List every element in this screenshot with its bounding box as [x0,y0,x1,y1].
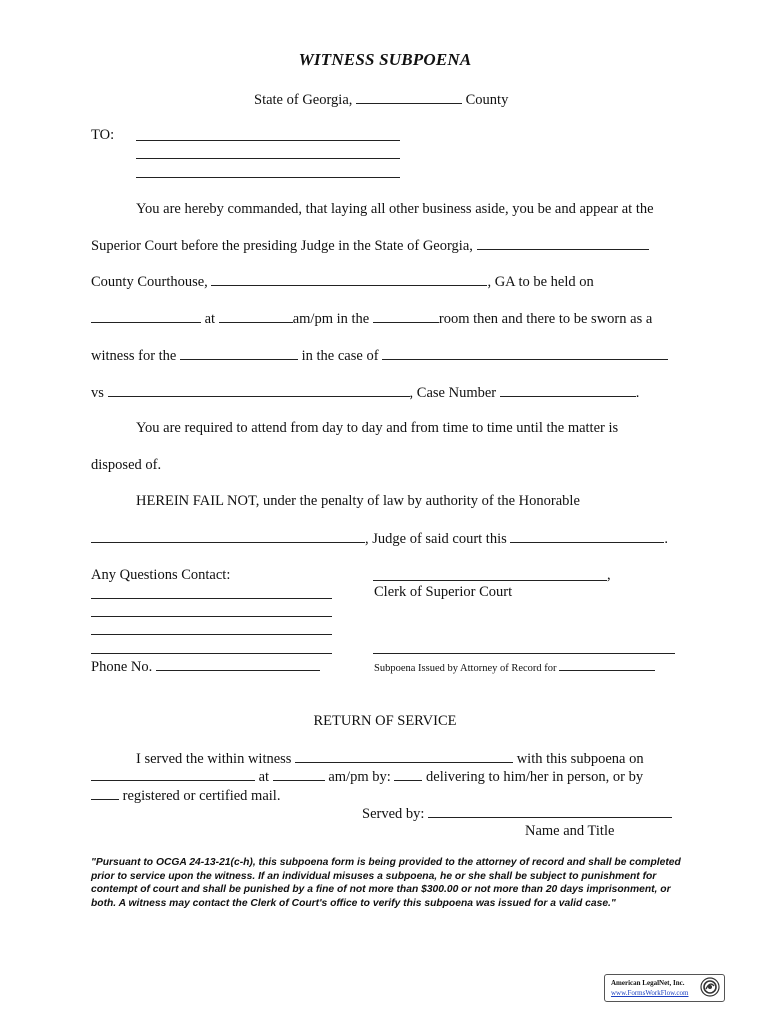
state-suffix: County [462,92,509,108]
clerk-signature-line[interactable] [373,580,607,581]
registered-mail-text: registered or certified mail. [119,788,281,804]
return-at-text: at [255,769,273,785]
legalnet-seal-icon [700,977,720,997]
case-number-text: , Case Number [409,385,500,401]
para1-line2 [91,237,649,255]
period-1: . [635,385,640,401]
name-title-label: Name and Title [525,823,615,839]
para3-line1: HEREIN FAIL NOT, under the penalty of law by authority of the Honorable [136,493,580,509]
ga-held-text: , GA to be held on [487,274,594,290]
case-of-text: in the case of [298,348,383,364]
delivering-text: delivering to him/her in person, or by [422,769,644,785]
logo-company-name: American LegalNet, Inc. [611,979,685,987]
para2-line1: You are required to attend from day to day and from time to time until the matter is [136,420,619,436]
phone-line [91,658,320,676]
date-blank[interactable] [91,310,201,323]
period-2: . [664,531,669,547]
state-prefix: State of Georgia, [254,92,357,108]
phone-blank[interactable] [156,658,320,671]
questions-label: Any Questions Contact: [91,567,231,583]
to-line-3[interactable] [136,177,400,178]
with-subpoena-text: with this subpoena on [513,751,644,767]
state-line [254,91,508,109]
plaintiff-blank[interactable] [382,347,668,360]
superior-court-text: Superior Court before the presiding Judge in the State of Georgia, [91,238,477,254]
served-witness-text: I served the within witness [136,751,296,767]
served-by-label: Served by: [362,806,429,822]
american-legalnet-logo[interactable] [604,974,725,1002]
to-line-2[interactable] [136,158,400,159]
county-blank[interactable] [356,91,462,104]
room-text: room then and there to be sworn as a [438,311,653,327]
served-by-blank[interactable] [428,805,672,818]
courthouse-text: County Courthouse, [91,274,212,290]
to-label: TO: [91,127,115,143]
time-blank[interactable] [219,310,293,323]
ampm-text: am/pm in the [292,311,373,327]
witness-name-blank[interactable] [295,750,513,763]
return-heading: RETURN OF SERVICE [313,713,457,729]
return-line1 [136,750,644,768]
para1-line5 [91,347,668,365]
para1-line4 [91,310,652,328]
judge-name-blank[interactable] [91,530,365,543]
defendant-blank[interactable] [108,384,410,397]
form-title: WITNESS SUBPOENA [298,50,472,69]
clerk-comma: , [607,567,611,583]
service-date-blank[interactable] [91,768,255,781]
contact-line-3[interactable] [91,634,332,635]
logo-url[interactable]: www.FormsWorkFlow.com [611,989,689,997]
witness-for-text: witness for the [91,348,180,364]
para1-line3 [91,273,594,291]
contact-line-2[interactable] [91,616,332,617]
clerk-label: Clerk of Superior Court [374,584,513,600]
room-blank[interactable] [373,310,439,323]
subpoena-issued-label: Subpoena Issued by Attorney of Record for [374,663,560,674]
contact-line-4[interactable] [91,653,332,654]
para1-line6 [91,384,639,402]
mail-check-blank[interactable] [91,787,119,800]
attorney-for-blank[interactable] [559,661,655,671]
at-text: at [201,311,219,327]
in-person-check-blank[interactable] [394,768,422,781]
attorney-signature-line[interactable] [373,653,675,654]
party-blank[interactable] [180,347,298,360]
court-date-blank[interactable] [510,530,664,543]
phone-label: Phone No. [91,659,156,675]
para3-line2 [91,530,668,548]
return-line3 [91,787,280,805]
para1-line1: You are hereby commanded, that laying all other business aside, you be and appear at the [136,201,654,217]
superior-county-blank[interactable] [477,237,649,250]
ocga-notice: "Pursuant to OCGA 24-13-21(c-h), this subpoena form is being provided to the attorney of record and shall be completed prior to service upon the witness. If an individual misuses a subpoena, he or she shall be subject to punishment for contempt of court and shall be punished by a fine of not more than $300.00 or not more than 20 days imprisonment, or both. A witness may contact the Clerk of Court's office to verify this subpoena was issued for a valid case." [91,857,681,909]
judge-text: , Judge of said court this [365,531,511,547]
served-by-line [362,805,672,823]
to-line-1[interactable] [136,140,400,141]
para2-line2: disposed of. [91,457,162,473]
vs-text: vs [91,385,108,401]
subpoena-issued-line [374,661,655,674]
service-time-blank[interactable] [273,768,325,781]
case-number-blank[interactable] [500,384,636,397]
courthouse-blank[interactable] [211,273,487,286]
return-line2 [91,768,643,786]
contact-line-1[interactable] [91,598,332,599]
return-ampm-text: am/pm by: [324,769,395,785]
